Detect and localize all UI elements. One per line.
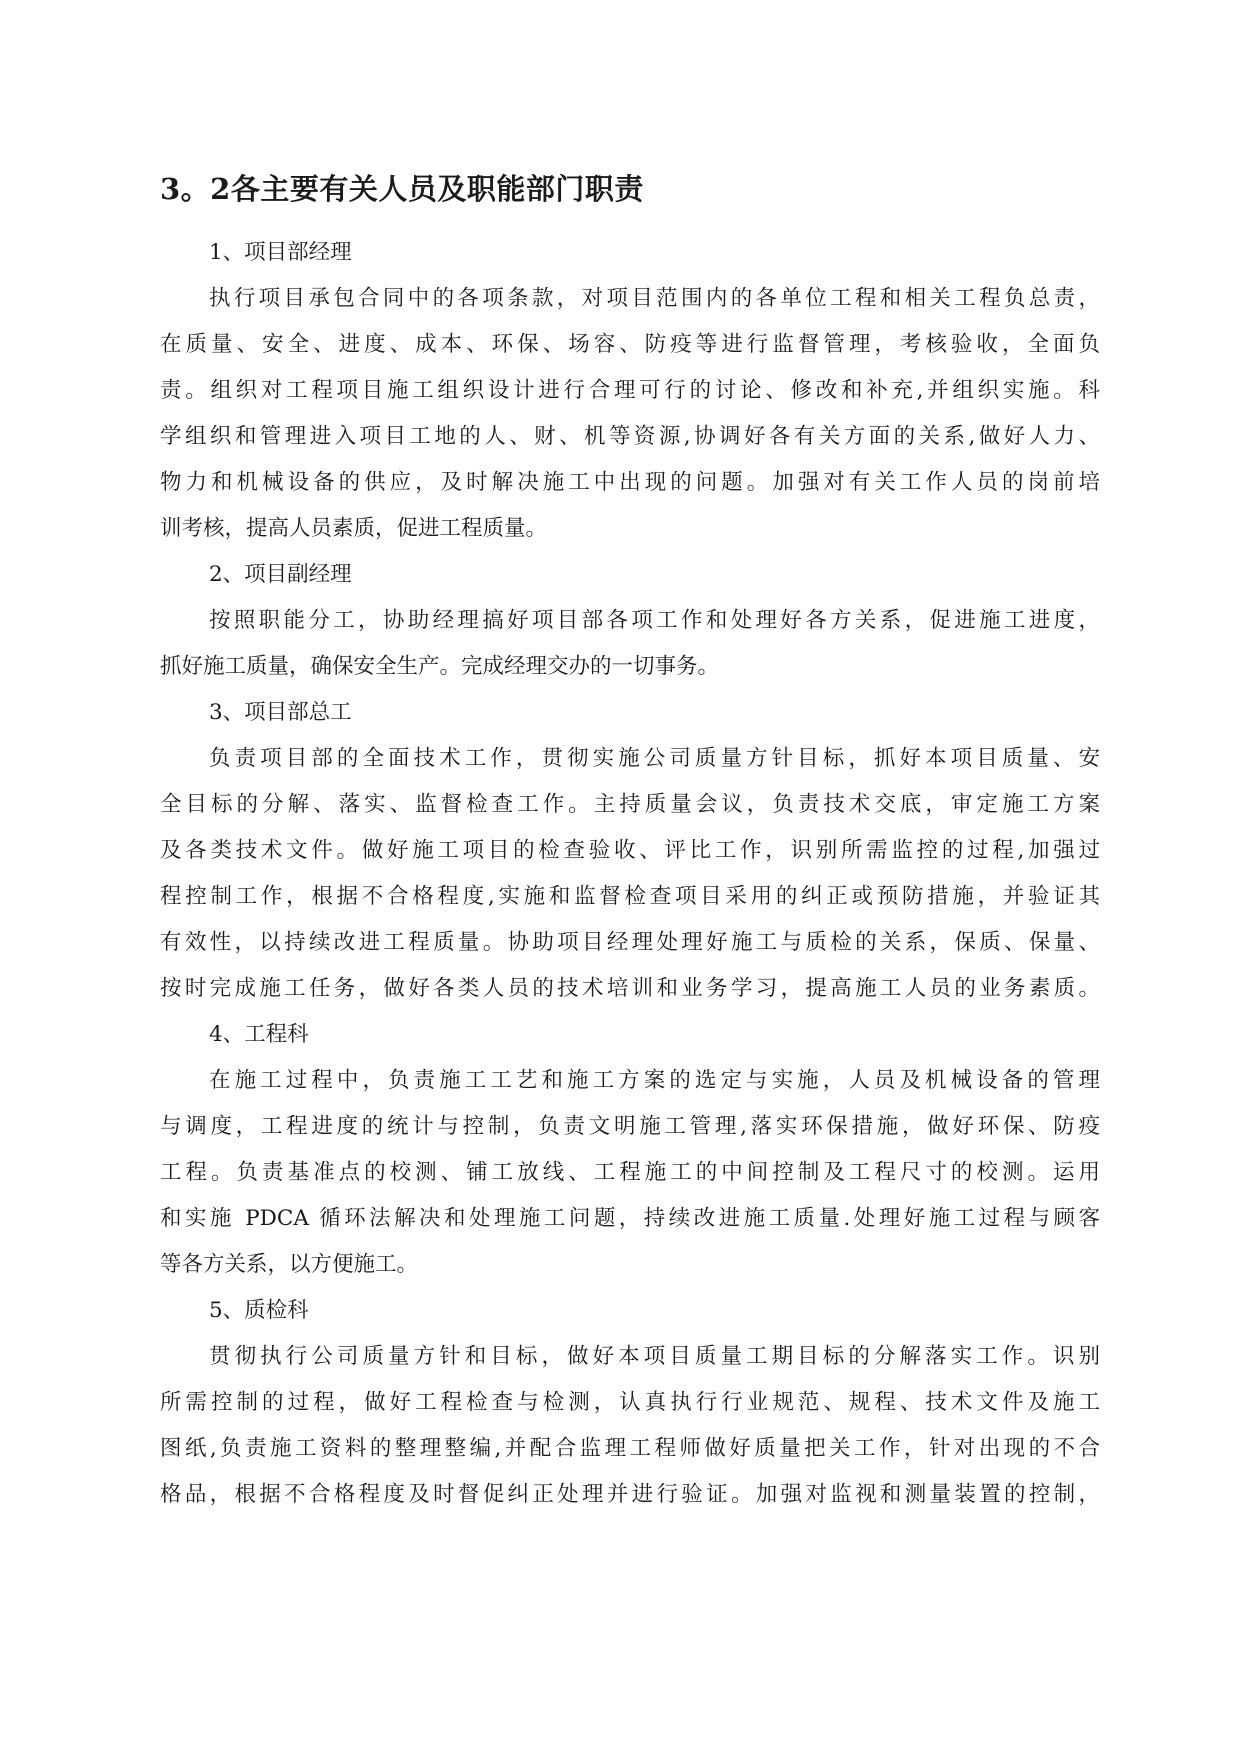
paragraph-line: 有效性，以持续改进工程质量。协助项目经理处理好施工与质检的关系，保质、保量、 [160,930,1100,955]
paragraph-line: 图纸,负责施工资料的整理整编,并配合监理工程师做好质量把关工作，针对出现的不合 [160,1436,1100,1461]
paragraph-line: 学组织和管理进入项目工地的人、财、机等资源,协调好各有关方面的关系,做好人力、 [160,424,1100,449]
paragraph-line: 等各方关系，以方便施工。 [160,1252,419,1277]
paragraph-line: 负责项目部的全面技术工作，贯彻实施公司质量方针目标，抓好本项目质量、安 [209,746,1100,771]
paragraph-line: 训考核，提高人员素质，促进工程质量。 [160,516,548,541]
subsection-title-engineering-dept: 4、工程科 [209,1022,309,1047]
paragraph-line: 格品，根据不合格程度及时督促纠正处理并进行验证。加强对监视和测量装置的控制， [160,1482,1100,1507]
paragraph-line: 物力和机械设备的供应，及时解决施工中出现的问题。加强对有关工作人员的岗前培 [160,470,1100,495]
paragraph-line: 在施工过程中，负责施工工艺和施工方案的选定与实施，人员及机械设备的管理 [209,1068,1100,1093]
subsection-title-chief-engineer: 3、项目部总工 [209,700,352,725]
paragraph-line: 责。组织对工程项目施工组织设计进行合理可行的讨论、修改和补充,并组织实施。科 [160,378,1100,403]
paragraph-line: 按时完成施工任务，做好各类人员的技术培训和业务学习，提高施工人员的业务素质。 [160,976,1100,1001]
paragraph-line: 在质量、安全、进度、成本、环保、场容、防疫等进行监督管理，考核验收，全面负 [160,332,1100,357]
paragraph-line: 执行项目承包合同中的各项条款，对项目范围内的各单位工程和相关工程负总责， [209,286,1100,311]
paragraph-line: 与调度，工程进度的统计与控制，负责文明施工管理,落实环保措施，做好环保、防疫 [160,1114,1100,1139]
paragraph-line: 和实施 PDCA 循环法解决和处理施工问题，持续改进施工质量.处理好施工过程与顾客 [160,1206,1100,1231]
section-heading: 3。2各主要有关人员及职能部门职责 [160,172,644,206]
paragraph-line: 抓好施工质量，确保安全生产。完成经理交办的一切事务。 [160,654,720,679]
document-body [160,230,1100,1518]
subsection-title-deputy-manager: 2、项目副经理 [209,562,352,587]
paragraph-line: 工程。负责基准点的校测、铺工放线、工程施工的中间控制及工程尺寸的校测。运用 [160,1160,1100,1185]
subsection-title-project-manager: 1、项目部经理 [209,240,352,265]
paragraph-line: 贯彻执行公司质量方针和目标，做好本项目质量工期目标的分解落实工作。识别 [209,1344,1100,1369]
paragraph-line: 所需控制的过程，做好工程检查与检测，认真执行行业规范、规程、技术文件及施工 [160,1390,1100,1415]
paragraph-line: 按照职能分工，协助经理搞好项目部各项工作和处理好各方关系，促进施工进度， [209,608,1100,633]
paragraph-line: 程控制工作，根据不合格程度,实施和监督检查项目采用的纠正或预防措施，并验证其 [160,884,1100,909]
paragraph-line: 全目标的分解、落实、监督检查工作。主持质量会议，负责技术交底，审定施工方案 [160,792,1100,817]
subsection-title-quality-dept: 5、质检科 [209,1298,309,1323]
paragraph-line: 及各类技术文件。做好施工项目的检查验收、评比工作，识别所需监控的过程,加强过 [160,838,1100,863]
